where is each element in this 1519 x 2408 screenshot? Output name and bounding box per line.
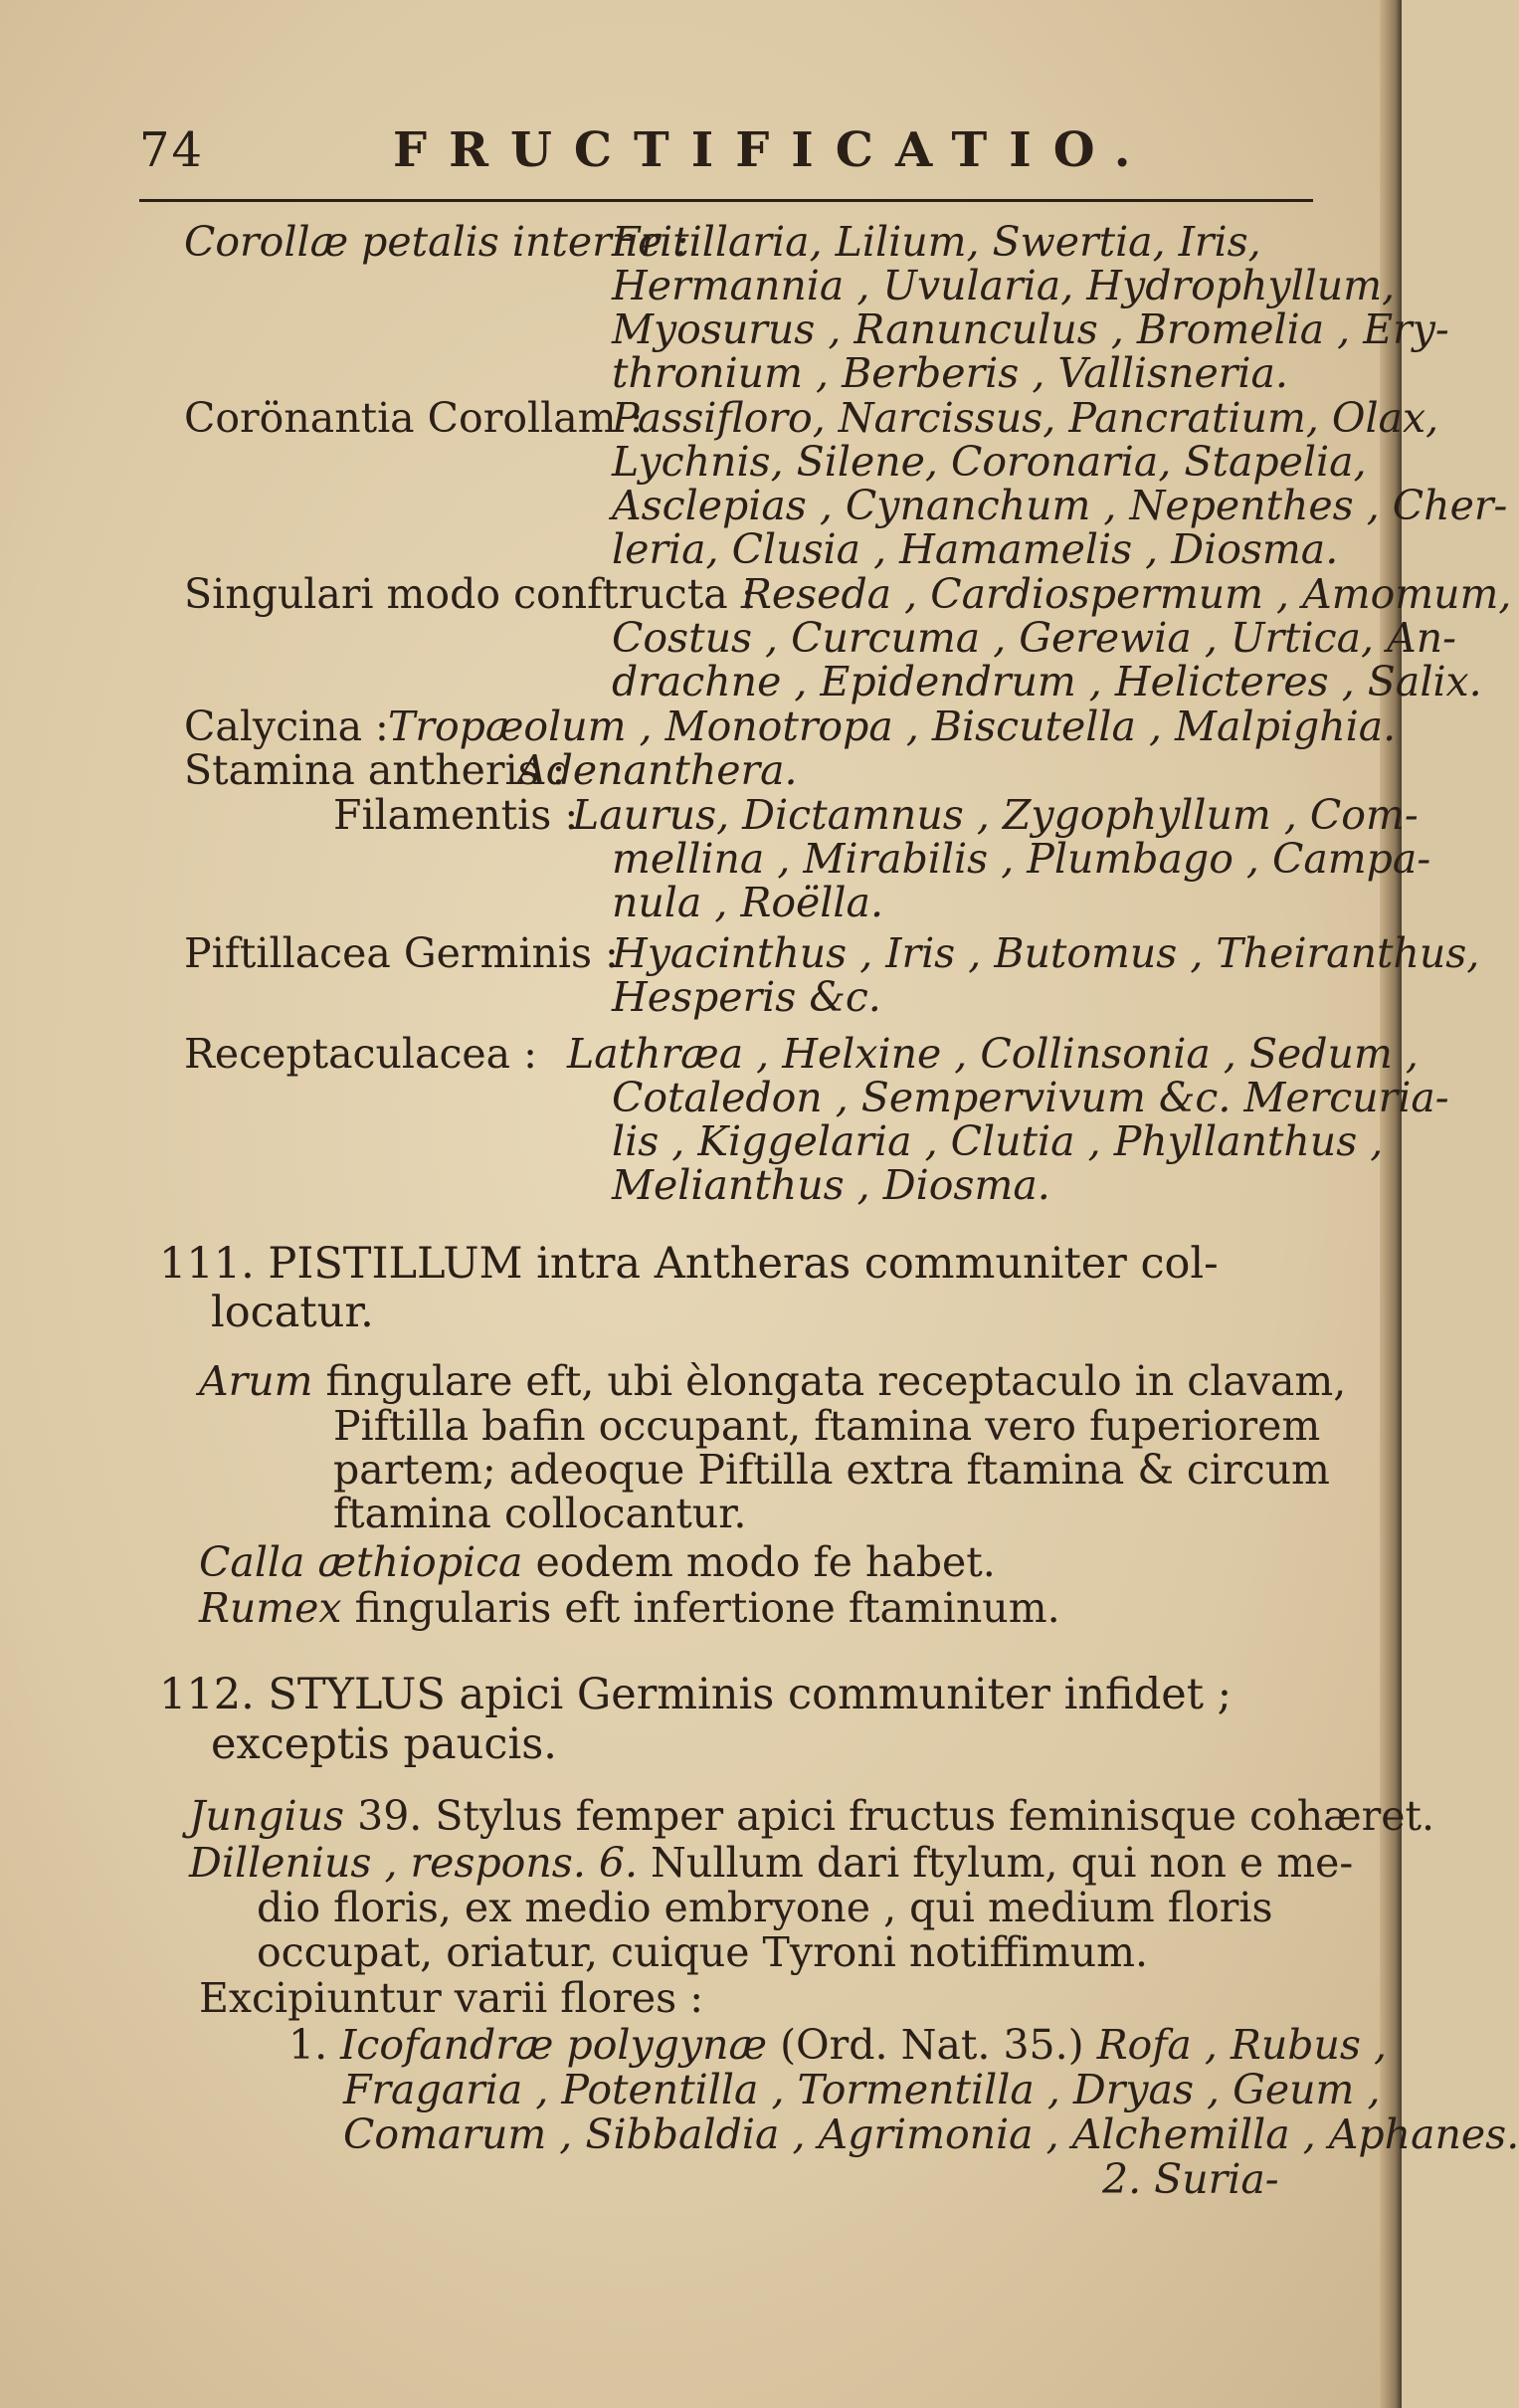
author-name: Jungius <box>189 1792 345 1840</box>
label-receptaculacea: Receptaculacea : <box>184 1030 537 1078</box>
calla-line <box>199 1539 996 1585</box>
text-line: mellina , Mirabilis , Plumbago , Campa- <box>612 835 1431 883</box>
taxon-name: Rumex <box>199 1584 342 1632</box>
text-line: Hyacinthus , Iris , Butomus , Theiranthus, <box>612 929 1480 977</box>
item-number: 1. <box>288 2021 328 2069</box>
text-line: Hermannia , Uvularia, Hydrophyllum, <box>612 262 1396 309</box>
text-line: Melianthus , Diosma. <box>612 1161 1050 1209</box>
text-line: fingularis eft infertione ftaminum. <box>354 1584 1060 1632</box>
text-line: drachne , Epidendrum , Helicteres , Salix. <box>612 658 1482 705</box>
label-filamentis: Filamentis : <box>333 791 579 839</box>
text-line: lis , Kiggelaria , Clutia , Phyllanthus , <box>612 1117 1384 1165</box>
order-ref: (Ord. Nat. 35.) <box>780 2021 1084 2069</box>
text-line: Adenanthera. <box>517 746 798 794</box>
running-head: FRUCTIFICATIO. <box>393 122 1153 178</box>
text-line: Comarum , Sibbaldia , Agrimonia , Alchemilla , Aphanes. <box>343 2110 1519 2158</box>
arum-paragraph <box>199 1358 1346 1404</box>
excipiuntur-line: Excipiuntur varii flores : <box>199 1974 704 2022</box>
text-line: leria, Clusia , Hamamelis , Diosma. <box>612 525 1339 573</box>
taxon-name: Calla æthiopica <box>199 1538 523 1586</box>
dillenius-line <box>189 1840 1353 1886</box>
text-line: thronium , Berberis , Vallisneria. <box>612 349 1288 397</box>
text-line: Fragaria , Potentilla , Tormentilla , Dryas , Geum , <box>343 2066 1381 2113</box>
text-line: Laurus, Dictamnus , Zygophyllum , Com- <box>572 791 1419 839</box>
label-calycina: Calycina : <box>184 702 389 750</box>
text-line: 39. Stylus femper apici fructus feminisque cohæret. <box>357 1792 1435 1840</box>
text-line: Cotaledon , Sempervivum &c. Mercuria- <box>612 1074 1449 1121</box>
text-line: Reseda , Cardiospermum , Amomum, <box>741 570 1512 618</box>
text-line: Asclepias , Cynanchum , Nepenthes , Cher- <box>612 482 1508 529</box>
text-line: nula , Roëlla. <box>612 879 883 926</box>
text-line: partem; adeoque Piftilla extra ftamina & circum <box>333 1446 1330 1494</box>
section-111-heading: 111. PISTILLUM intra Antheras communiter col- <box>159 1239 1219 1289</box>
item-1-line <box>288 2022 1387 2068</box>
label-corollae: Corollæ petalis interne : <box>184 218 689 266</box>
author-name: Dillenius , respons. 6. <box>189 1839 638 1887</box>
text-line: occupat, oriatur, cuique Tyroni notiffimum. <box>257 1928 1149 1976</box>
rumex-line <box>199 1585 1060 1631</box>
text-line: ftamina collocantur. <box>333 1490 747 1537</box>
text-line: Lychnis, Silene, Coronaria, Stapelia, <box>612 438 1367 486</box>
text-line: Hesperis &c. <box>612 973 881 1021</box>
section-112-heading-cont: exceptis paucis. <box>211 1719 557 1769</box>
text-line: dio floris, ex medio embryone , qui medium floris <box>257 1884 1273 1931</box>
header-rule <box>139 199 1313 202</box>
label-stamina: Stamina antheris : <box>184 746 566 794</box>
text-line: Nullum dari ftylum, qui non e me- <box>651 1839 1354 1887</box>
catchword: 2. Suria- <box>1102 2155 1279 2203</box>
label-pistillacea: Piftillacea Germinis : <box>184 929 619 977</box>
text-line: Tropæolum , Monotropa , Biscutella , Malpighia. <box>388 702 1397 750</box>
text-line: Costus , Curcuma , Gerewia , Urtica, An- <box>612 614 1456 662</box>
taxon-name: Arum <box>199 1357 313 1405</box>
text-line: eodem modo fe habet. <box>535 1538 996 1586</box>
section-112-heading: 112. STYLUS apici Germinis communiter infidet ; <box>159 1670 1233 1719</box>
jungius-line <box>189 1793 1434 1839</box>
text-line: fingulare eft, ubi èlongata receptaculo in clavam, <box>325 1357 1347 1405</box>
text-line: Myosurus , Ranunculus , Bromelia , Ery- <box>612 305 1449 353</box>
text-line: Passifloro, Narcissus, Pancratium, Olax, <box>612 394 1439 442</box>
page-number: 74 <box>139 122 205 178</box>
label-singulari: Singulari modo conftructa : <box>184 570 755 618</box>
text-line: Fritillaria, Lilium, Swertia, Iris, <box>612 218 1261 266</box>
text-line: Piftilla bafin occupant, ftamina vero fuperiorem <box>333 1402 1321 1450</box>
section-111-heading-cont: locatur. <box>211 1288 374 1337</box>
text-line: Rofa , Rubus , <box>1096 2021 1387 2069</box>
text-line: Lathræa , Helxine , Collinsonia , Sedum , <box>567 1030 1419 1078</box>
taxon-name: Icofandræ polygynæ <box>340 2021 768 2069</box>
label-coronantia: Corönantia Corollam : <box>184 394 644 442</box>
